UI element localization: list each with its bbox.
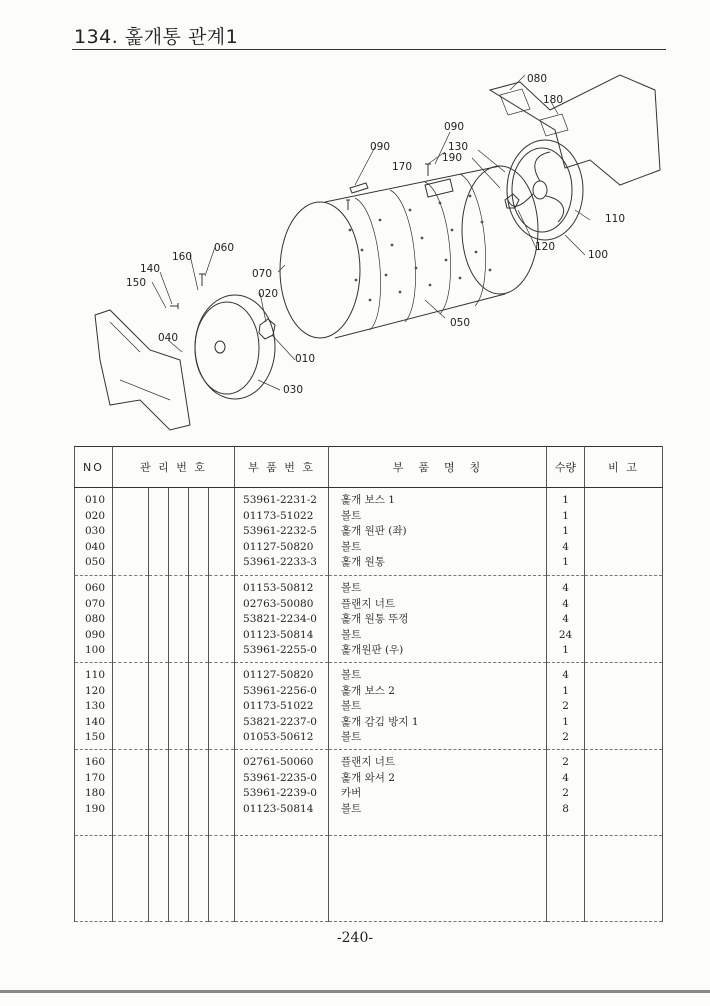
cell-qty: 4 xyxy=(562,669,569,681)
callout: 030 xyxy=(283,384,304,396)
cell-no: 010 xyxy=(85,494,106,506)
empty-cell xyxy=(189,836,209,922)
cell-part_no: 01053-50612 xyxy=(243,731,314,743)
exploded-parts-diagram xyxy=(80,60,680,440)
cell-part_no: 53961-2235-0 xyxy=(243,771,317,784)
cell-part_no: 53961-2255-0 xyxy=(243,644,317,656)
header-mgmt-no: 관 리 번 호 xyxy=(113,447,235,488)
cell-part_no: 53961-2231-2 xyxy=(243,494,317,506)
empty-cell xyxy=(149,836,169,922)
callout: 110 xyxy=(605,213,626,225)
callout: 100 xyxy=(588,249,609,261)
empty-cell xyxy=(113,836,149,922)
empty-cell xyxy=(113,750,149,836)
cell-name: 볼트 xyxy=(341,669,362,681)
empty-cell xyxy=(149,663,169,750)
table-row-group xyxy=(75,663,663,750)
page-number: -240- xyxy=(336,930,374,946)
cell-part_no: 53961-2256-0 xyxy=(243,684,317,697)
callout: 020 xyxy=(258,288,279,300)
empty-cell xyxy=(149,488,169,576)
empty-cell xyxy=(585,663,663,750)
cylinder-perforations xyxy=(349,195,492,302)
cell-qty: 2 xyxy=(562,700,569,712)
header-no: NO xyxy=(75,447,113,488)
washer-170 xyxy=(350,183,368,193)
cell-part_no: 01173-51022 xyxy=(243,509,314,522)
empty-cell xyxy=(209,750,235,836)
cell-no: 190 xyxy=(85,802,106,815)
callout: 120 xyxy=(535,241,556,253)
cell-name: 홅개원판 (우) xyxy=(341,644,404,656)
table-row-group xyxy=(75,576,663,663)
empty-cell xyxy=(113,576,149,663)
parts-table xyxy=(74,446,663,922)
header-part-name: 부 품 명 칭 xyxy=(329,447,547,488)
cylinder-cover-080 xyxy=(425,179,453,197)
empty-cell xyxy=(209,836,235,922)
cell-qty: 4 xyxy=(562,613,569,625)
callout: 090 xyxy=(370,141,391,153)
cell-name: 볼트 xyxy=(341,509,362,522)
column-qty xyxy=(547,663,585,750)
cell-name: 볼트 xyxy=(341,802,362,815)
empty-cell xyxy=(209,488,235,576)
cell-name: 카버 xyxy=(341,787,362,799)
cell-name: 볼트 xyxy=(341,628,362,641)
bolt-090-left xyxy=(425,164,431,176)
cell-no: 170 xyxy=(85,771,106,784)
callout: 140 xyxy=(140,263,161,275)
cell-part_no: 53961-2232-5 xyxy=(243,525,317,537)
column-name xyxy=(329,576,547,663)
column-qty xyxy=(547,576,585,663)
cell-part_no: 01173-51022 xyxy=(243,700,314,712)
title-rule xyxy=(72,49,666,50)
header-qty: 수량 xyxy=(547,447,585,488)
empty-cell xyxy=(169,663,189,750)
column-no xyxy=(75,663,113,750)
empty-cell xyxy=(169,836,189,922)
cell-no: 070 xyxy=(85,597,106,610)
cell-name: 홅개 와셔 2 xyxy=(341,771,395,784)
column-part_no xyxy=(235,576,329,663)
cell-qty: 24 xyxy=(558,628,573,641)
empty-cell xyxy=(189,576,209,663)
page-title: 134. 홅개통 관계1 xyxy=(74,26,239,48)
column-name xyxy=(329,488,547,576)
cell-part_no: 01123-50814 xyxy=(243,628,314,641)
cell-name: 홅개 보스 1 xyxy=(341,494,395,506)
column-part_no xyxy=(235,750,329,836)
cell-qty: 1 xyxy=(562,715,569,728)
empty-cell xyxy=(209,576,235,663)
right-disc-100 xyxy=(507,140,583,240)
cell-no: 030 xyxy=(85,525,106,537)
callout: 190 xyxy=(442,152,463,164)
cell-no: 160 xyxy=(85,756,106,768)
cell-no: 180 xyxy=(85,787,106,799)
empty-cell xyxy=(113,488,149,576)
cell-qty: 1 xyxy=(562,494,569,506)
cell-name: 홅개 원판 (좌) xyxy=(341,525,407,537)
cell-no: 080 xyxy=(85,613,106,625)
column-no xyxy=(75,750,113,836)
cell-no: 050 xyxy=(85,556,106,568)
column-qty xyxy=(547,836,585,922)
left-frame-bracket xyxy=(95,310,190,430)
bottom-scan-edge xyxy=(0,990,710,993)
column-part_no xyxy=(235,836,329,922)
bolt-150 xyxy=(170,303,178,309)
callout: 080 xyxy=(527,73,548,85)
column-qty xyxy=(547,750,585,836)
cell-qty: 1 xyxy=(562,684,569,697)
empty-cell xyxy=(585,488,663,576)
bolt-090-top xyxy=(346,200,350,210)
empty-cell xyxy=(149,576,169,663)
empty-cell xyxy=(209,663,235,750)
cell-no: 140 xyxy=(85,715,106,728)
callout: 070 xyxy=(252,268,273,280)
cell-no: 040 xyxy=(85,540,106,553)
cell-part_no: 02763-50080 xyxy=(243,597,314,610)
callout: 160 xyxy=(172,251,193,263)
empty-cell xyxy=(169,488,189,576)
column-no xyxy=(75,576,113,663)
cell-part_no: 02761-50060 xyxy=(243,756,314,768)
empty-cell xyxy=(189,663,209,750)
cell-no: 110 xyxy=(85,669,106,681)
cell-qty: 2 xyxy=(562,731,569,743)
cell-no: 120 xyxy=(85,684,106,697)
callout: 130 xyxy=(448,141,469,153)
callout: 180 xyxy=(543,94,564,106)
cell-name: 볼트 xyxy=(341,582,362,594)
cell-qty: 1 xyxy=(562,509,569,522)
empty-cell xyxy=(169,576,189,663)
empty-cell xyxy=(169,750,189,836)
left-disc-030 xyxy=(195,295,275,399)
cell-no: 060 xyxy=(85,582,106,594)
cell-qty: 8 xyxy=(562,802,569,815)
column-part_no xyxy=(235,663,329,750)
cell-name: 홅개 원통 xyxy=(341,556,385,568)
cell-part_no: 53961-2239-0 xyxy=(243,787,317,799)
header-remark: 비 고 xyxy=(585,447,663,488)
cell-no: 130 xyxy=(85,700,106,712)
column-qty xyxy=(547,488,585,576)
column-part_no xyxy=(235,488,329,576)
cell-part_no: 01153-50812 xyxy=(243,582,314,594)
cell-part_no: 01123-50814 xyxy=(243,802,314,815)
empty-cell xyxy=(113,663,149,750)
cell-part_no: 01127-50820 xyxy=(243,669,314,681)
cell-part_no: 53821-2234-0 xyxy=(243,613,317,625)
cell-name: 플랜지 너트 xyxy=(341,756,396,768)
bolt-060 xyxy=(199,274,205,286)
cylinder-050 xyxy=(280,166,538,338)
table-row-group xyxy=(75,750,663,836)
empty-cell xyxy=(149,750,169,836)
cell-qty: 4 xyxy=(562,597,569,610)
column-no xyxy=(75,836,113,922)
table-header-row xyxy=(75,447,663,488)
empty-cell xyxy=(585,836,663,922)
empty-cell xyxy=(189,488,209,576)
cell-part_no: 53821-2237-0 xyxy=(243,715,317,728)
cell-qty: 4 xyxy=(562,540,569,553)
cell-qty: 2 xyxy=(562,756,569,768)
callout: 040 xyxy=(158,332,179,344)
callout: 010 xyxy=(295,353,316,365)
cell-name: 볼트 xyxy=(341,731,362,743)
empty-cell xyxy=(585,750,663,836)
top-right-frame xyxy=(490,75,660,185)
cell-name: 볼트 xyxy=(341,700,362,712)
table-row-group xyxy=(75,488,663,576)
cell-no: 090 xyxy=(85,628,106,641)
cell-no: 150 xyxy=(85,731,106,743)
column-name xyxy=(329,750,547,836)
column-no xyxy=(75,488,113,576)
cell-no: 100 xyxy=(85,644,106,656)
empty-cell xyxy=(585,576,663,663)
cell-name: 홅개 보스 2 xyxy=(341,684,395,697)
cell-qty: 1 xyxy=(562,525,569,537)
callout: 060 xyxy=(214,242,235,254)
diagram-callouts xyxy=(126,73,625,396)
cell-name: 홅개 감김 방지 1 xyxy=(341,715,419,728)
cell-part_no: 01127-50820 xyxy=(243,540,314,553)
column-name xyxy=(329,836,547,922)
cell-part_no: 53961-2233-3 xyxy=(243,556,317,568)
callout: 150 xyxy=(126,277,147,289)
callout: 170 xyxy=(392,161,413,173)
callout: 050 xyxy=(450,317,471,329)
empty-cell xyxy=(189,750,209,836)
cell-no: 020 xyxy=(85,509,106,522)
cell-name: 홅개 원통 뚜껑 xyxy=(341,613,409,625)
cell-qty: 4 xyxy=(562,771,569,784)
cell-qty: 1 xyxy=(562,556,569,568)
header-part-no: 부 품 번 호 xyxy=(235,447,329,488)
cell-name: 볼트 xyxy=(341,540,362,553)
cell-qty: 1 xyxy=(562,644,569,656)
column-name xyxy=(329,663,547,750)
cell-qty: 2 xyxy=(562,787,569,799)
table-row-group xyxy=(75,836,663,922)
cell-qty: 4 xyxy=(562,582,569,594)
cell-name: 플랜지 너트 xyxy=(341,597,396,610)
callout: 090 xyxy=(444,121,465,133)
